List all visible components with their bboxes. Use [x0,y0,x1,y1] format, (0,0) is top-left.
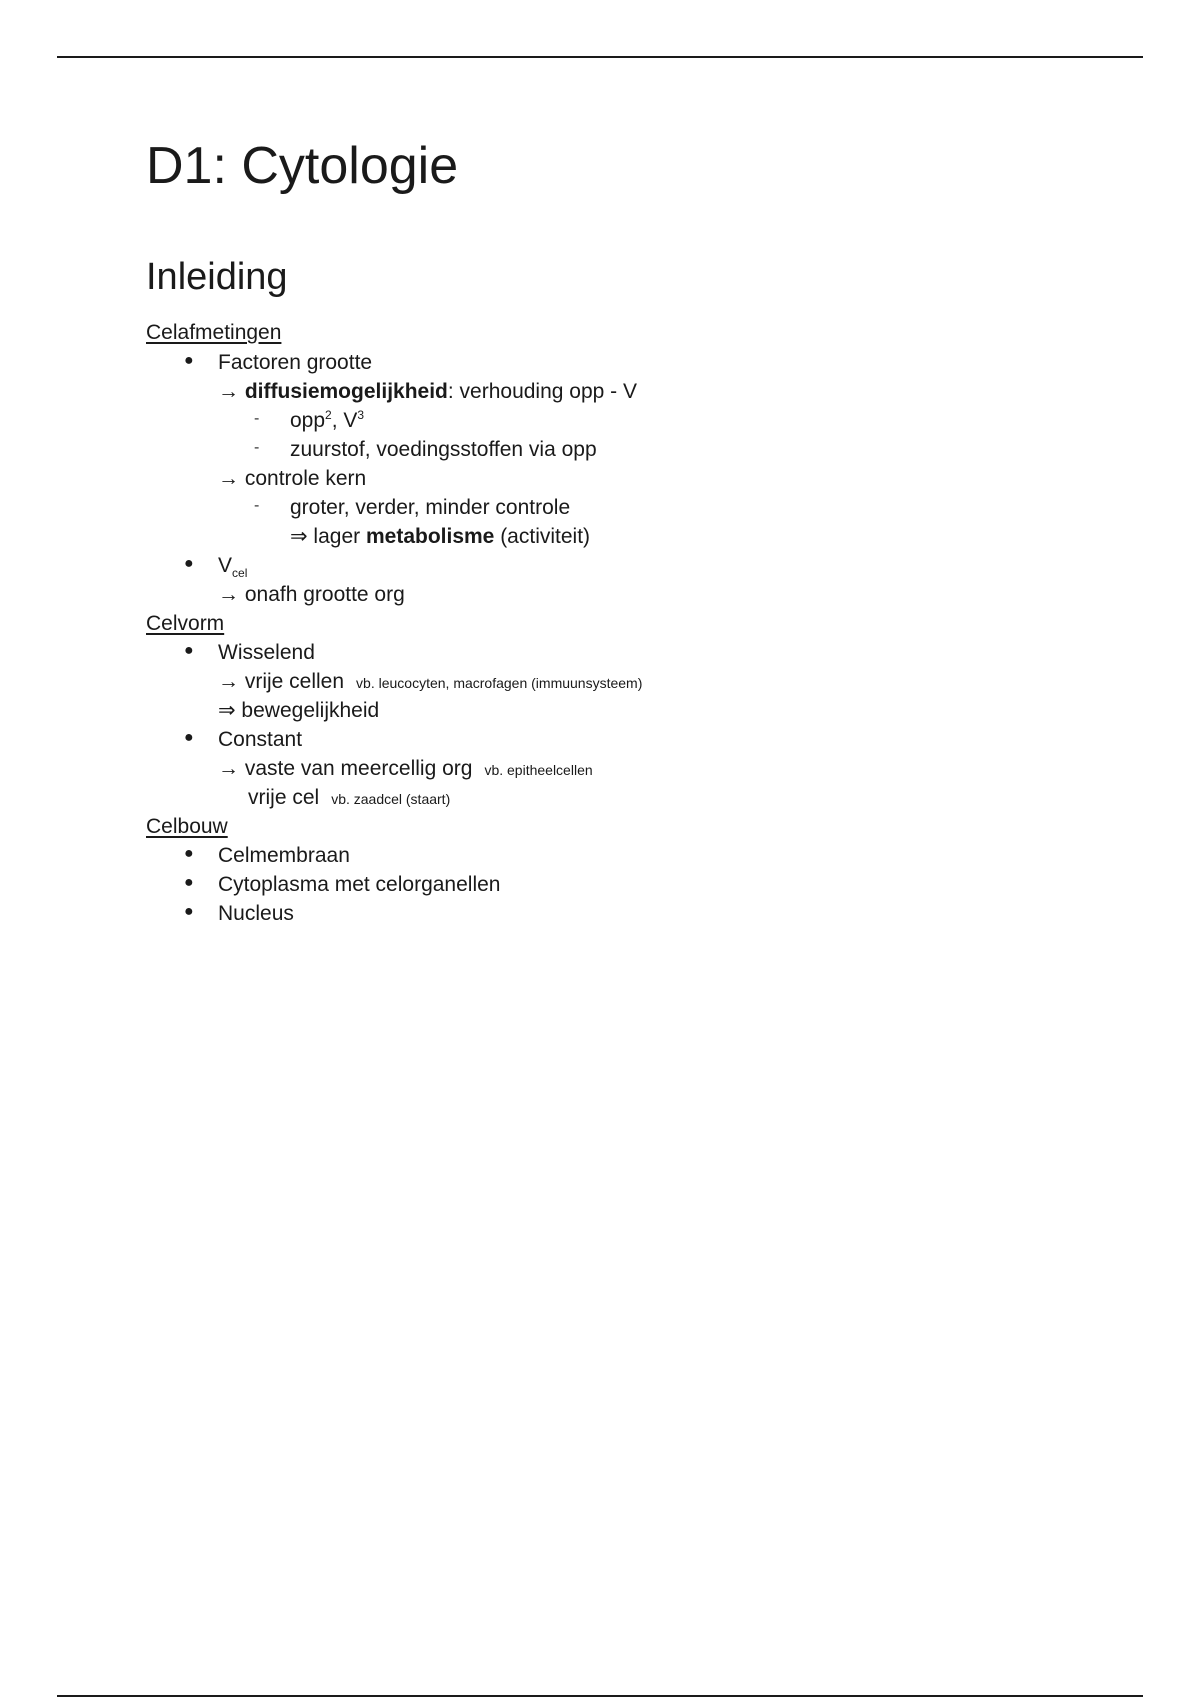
list-item: groter, verder, minder controle [290,496,571,519]
opp-text: opp [290,409,326,432]
example-text: vb. epitheelcellen [484,762,593,778]
bullet: ● [184,555,194,572]
subscript: cel [232,566,248,581]
page-title: D1: Cytologie [146,137,459,195]
bullet: ● [184,903,194,920]
list-item: Cytoplasma met celorganellen [218,873,501,896]
list-item [248,783,450,813]
list-item: → onafh grootte org [218,583,405,606]
item-text: vrije cel [248,786,320,809]
list-item: Wisselend [218,641,315,664]
bullet: ● [184,874,194,891]
term-text: (activiteit) [494,525,591,548]
superscript: 3 [357,408,365,422]
term-bold: diffusiemogelijkheid [244,380,448,403]
subheading-celbouw: Celbouw [146,815,228,838]
example-text: vb. zaadcel (staart) [331,791,451,807]
term-text: : verhouding opp - V [447,380,637,403]
item-text: → vaste van meercellig org [218,757,473,780]
list-item [218,667,642,697]
bullet: ● [184,642,194,659]
list-item [218,551,247,581]
list-item: → controle kern [218,467,367,490]
list-item [290,406,364,436]
dash-marker: - [254,439,260,456]
v-text: , V [331,409,358,432]
bullet: ● [184,352,194,369]
list-item [218,754,593,784]
list-item: Constant [218,728,303,751]
subheading-celafmetingen: Celafmetingen [146,321,282,344]
bullet: ● [184,729,194,746]
list-item: zuurstof, voedingsstoffen via opp [290,438,597,461]
list-item: Factoren grootte [218,351,373,374]
section-heading: Inleiding [146,256,288,298]
list-item: Celmembraan [218,844,350,867]
list-item [218,377,637,407]
subheading-celvorm: Celvorm [146,612,225,635]
term-bold: metabolisme [365,525,495,548]
v-text: V [218,554,233,577]
dash-marker: - [254,497,260,514]
bullet: ● [184,845,194,862]
bottom-rule [57,1695,1143,1697]
item-text: → vrije cellen [218,670,345,693]
example-text: vb. leucocyten, macrofagen (immuunsysteem) [356,675,643,691]
implies-text: ⇒ lager [290,525,366,548]
arrow: → [218,380,239,403]
superscript: 2 [325,408,332,422]
dash-marker: - [254,410,260,427]
top-rule [57,56,1143,58]
list-item: Nucleus [218,902,294,925]
list-item [290,522,590,552]
list-item: ⇒ bewegelijkheid [218,699,380,722]
